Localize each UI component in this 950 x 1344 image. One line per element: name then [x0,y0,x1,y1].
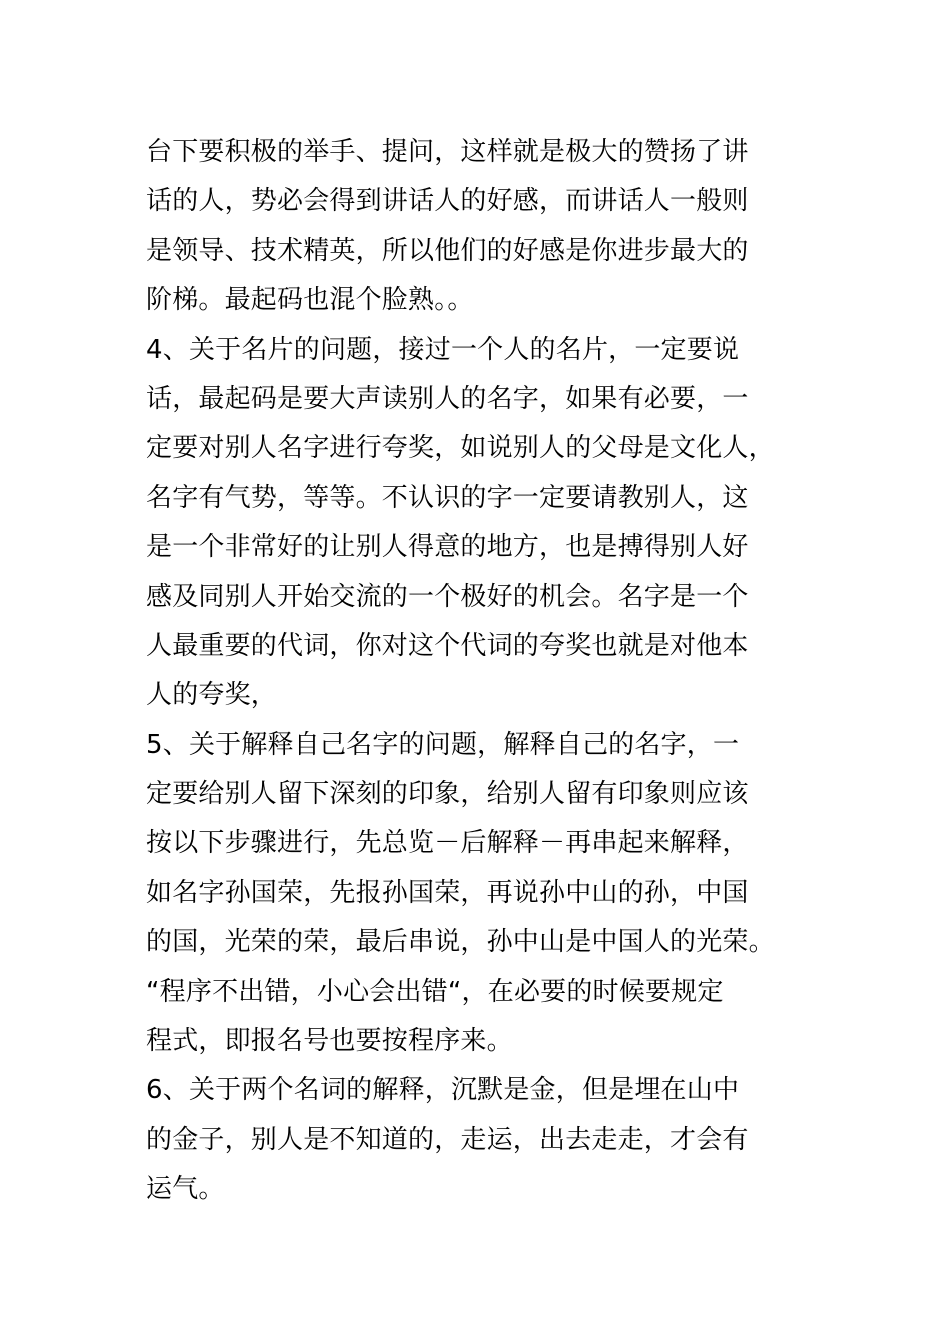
text-line: 如名字孙国荣，先报孙国荣，再说孙中山的孙，中国 [146,877,749,908]
text-line: 运气。 [146,1174,225,1205]
text-line: 人最重要的代词，你对这个代词的夸奖也就是对他本 [146,630,749,661]
text-line: 定要对别人名字进行夸奖，如说别人的父母是文化人， [146,433,775,464]
text-line: 5、关于解释自己名字的问题，解释自己的名字，一 [146,729,740,760]
text-line: 人的夸奖， [146,680,278,711]
text-line: 是一个非常好的让别人得意的地方，也是搏得别人好 [146,532,749,563]
text-line: 名字有气势，等等。不认识的字一定要请教别人，这 [146,482,749,513]
text-line: 的国，光荣的荣，最后串说，孙中山是中国人的光荣。 [146,927,775,958]
body-text [146,128,826,1215]
text-line: 台下要积极的举手、提问，这样就是极大的赞扬了讲 [146,137,749,167]
text-line: 是领导、技术精英，所以他们的好感是你进步最大的 [146,235,749,266]
text-line: 感及同别人开始交流的一个极好的机会。名字是一个 [146,581,749,612]
text-line: “程序不出错，小心会出错“，在必要的时候要规定 [146,976,724,1007]
text-line: 话的人，势必会得到讲话人的好感，而讲话人一般则 [146,186,749,217]
text-line: 定要给别人留下深刻的印象，给别人留有印象则应该 [146,779,749,810]
text-line: 4、关于名片的问题，接过一个人的名片，一定要说 [146,334,740,365]
text-line: 程式，即报名号也要按程序来。 [146,1026,513,1057]
text-line: 6、关于两个名词的解释，沉默是金，但是埋在山中 [146,1075,740,1106]
text-line: 按以下步骤进行，先总览－后解释－再串起来解释， [146,828,749,859]
text-line: 话，最起码是要大声读别人的名字，如果有必要，一 [146,383,749,414]
text-line: 阶梯。最起码也混个脸熟。。 [146,285,474,316]
text-line: 的金子，别人是不知道的，走运，出去走走，才会有 [146,1124,749,1155]
